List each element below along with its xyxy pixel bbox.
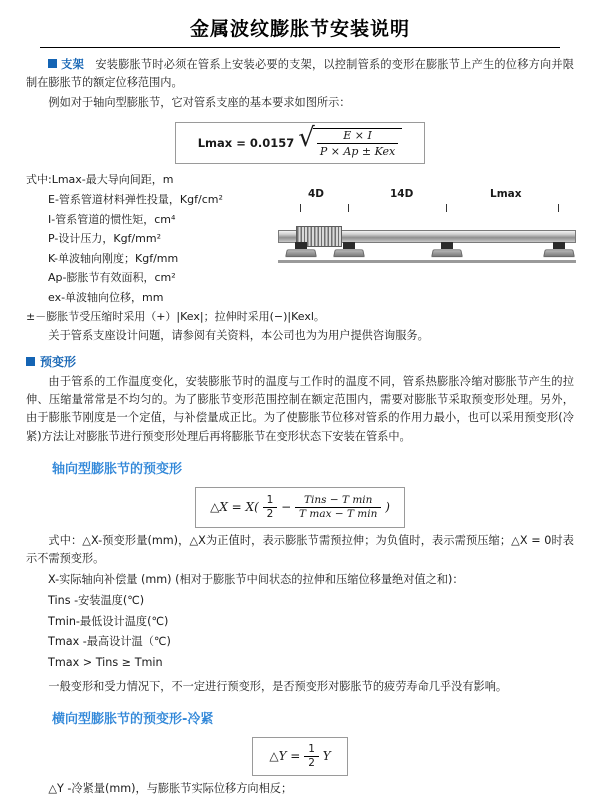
one-half-denominator: 2 bbox=[308, 757, 315, 770]
pipe-support bbox=[334, 242, 364, 259]
lateral-subheading: 横向型膨胀节的预变形-冷紧 bbox=[52, 712, 214, 728]
dimension-label-14d: 14D bbox=[390, 188, 414, 201]
axial-line: Tmax -最高设计温（℃) bbox=[48, 635, 171, 649]
legend-item: E-管系管道材料弹性投量，Kgf/cm² bbox=[48, 193, 223, 206]
legend-item: Ap-膨胀节有效面积，cm² bbox=[48, 271, 176, 285]
formula-delta-y-lhs: △Y = bbox=[269, 749, 301, 764]
formula-lmax-denominator: P × Ap ± Kex bbox=[319, 145, 396, 159]
axial-tail-note: 一般变形和受力情况下，不一定进行预变形，是否预变形对膨胀节的疲劳寿命几乎没有影响。 bbox=[48, 679, 508, 693]
pipe-support-figure bbox=[276, 170, 578, 284]
support-base bbox=[431, 250, 463, 258]
legend-item: K-单波轴向刚度；Kgf/mm bbox=[48, 251, 179, 265]
formula-delta-x-lhs: △X = X( bbox=[210, 499, 259, 514]
support-base bbox=[285, 250, 317, 258]
formula-lmax-lhs: Lmax = 0.0157 bbox=[197, 136, 295, 151]
blue-square-bullet-icon bbox=[26, 357, 35, 366]
axial-line: Tins -安装温度(℃) bbox=[48, 594, 145, 607]
formula-minus-sign: − bbox=[281, 499, 292, 514]
blue-square-bullet-icon bbox=[48, 59, 57, 68]
predeform-heading-label: 预变形 bbox=[40, 355, 77, 370]
one-half-denominator: 2 bbox=[266, 507, 274, 520]
axial-line: Tmax > Tins ≥ Tmin bbox=[48, 656, 163, 670]
formula-one-half bbox=[263, 494, 278, 521]
page-title: 金属波纹膨胀节安装说明 bbox=[189, 18, 410, 40]
legend-item: 式中:Lmax-最大导向间距，m bbox=[26, 173, 174, 187]
pipe-support bbox=[544, 242, 574, 259]
one-half-numerator: 1 bbox=[304, 743, 319, 757]
bracket-paragraph-1 bbox=[26, 56, 574, 92]
support-base bbox=[333, 250, 365, 258]
document-content bbox=[0, 48, 600, 798]
legend-item: I-管系管道的惯性矩，cm⁴ bbox=[48, 212, 176, 226]
bracket-heading: 支架 bbox=[61, 58, 84, 71]
axial-note: 式中：△X-预变形量(mm)，△X为正值时，表示膨胀节需预拉伸；为负值时，表示需预压缩；△X = 0时表示不需预变形。 bbox=[26, 534, 574, 566]
bracket-text-1: 安装膨胀节时必须在管系上安装必要的支架，以控制管系的变形在膨胀节上产生的位移方向并限制在膨胀节的额定位移范围内。 bbox=[26, 58, 574, 90]
formula-delta-x-rhs: ) bbox=[385, 499, 390, 514]
formula-one-half bbox=[304, 743, 319, 770]
formula-delta-y-rhs: Y bbox=[322, 749, 331, 764]
one-half-numerator: 1 bbox=[263, 494, 278, 508]
axial-symbol-lines bbox=[26, 570, 574, 674]
temperature-ratio-numerator: Tins − T min bbox=[295, 494, 381, 508]
formula-lmax-fraction bbox=[313, 128, 402, 158]
dimension-label-lmax: Lmax bbox=[490, 188, 522, 201]
legend-item: ±－膨胀节受压缩时采用（+）|Kex|；拉伸时采用(−)|Kexl。 bbox=[26, 310, 325, 324]
pipe-support bbox=[286, 242, 316, 259]
axial-subheading: 轴向型膨胀节的预变形 bbox=[52, 461, 183, 477]
ground-line bbox=[278, 260, 576, 263]
legend-item: ex-单波轴向位移，mm bbox=[48, 290, 164, 304]
axial-formula-wrap bbox=[26, 487, 574, 528]
axial-line: Tmin-最低设计温度(℃) bbox=[48, 614, 169, 628]
predeform-heading bbox=[26, 353, 574, 370]
lateral-note: △Y -冷紧量(mm)，与膨胀节实际位移方向相反； bbox=[48, 782, 293, 796]
dimension-label-4d: 4D bbox=[308, 188, 325, 201]
bracket-paragraph-2: 例如对于轴向型膨胀节，它对管系支座的基本要求如图所示： bbox=[48, 96, 351, 110]
legend-item: P-设计压力，Kgf/mm² bbox=[48, 232, 161, 246]
formula-lmax-numerator: E × I bbox=[317, 129, 398, 144]
formula-delta-x bbox=[195, 487, 405, 528]
lateral-formula-wrap bbox=[26, 737, 574, 776]
legend-and-figure bbox=[26, 170, 574, 327]
dimension-labels bbox=[278, 188, 578, 203]
formula-lmax bbox=[175, 122, 425, 164]
support-base bbox=[543, 250, 575, 258]
formula-delta-y bbox=[252, 737, 347, 776]
formula-temperature-ratio bbox=[295, 494, 381, 521]
bracket-note: 关于管系支座设计问题，请参阅有关资料，本公司也为为用户提供咨询服务。 bbox=[48, 329, 429, 343]
radical-sign: √ bbox=[298, 123, 315, 154]
pipe-diagram bbox=[278, 188, 578, 284]
dimension-tick bbox=[446, 204, 447, 212]
axial-line: X-实际轴向补偿量 (mm) (相对于膨胀节中间状态的拉伸和压缩位移量绝对值之和)： bbox=[48, 573, 464, 587]
dimension-tick bbox=[348, 204, 349, 212]
temperature-ratio-denominator: T max − T min bbox=[299, 507, 378, 520]
dimension-tick bbox=[300, 204, 301, 212]
pipe-support bbox=[432, 242, 462, 259]
square-root-icon bbox=[298, 123, 402, 159]
predeform-paragraph: 由于管系的工作温度变化，安装膨胀节时的温度与工作时的温度不同，管系热膨胀冷缩对膨胀节产生的拉伸、压缩量常常是不均匀的。为了膨胀节变形范围控制在额定范围内，需要对膨胀节采取预变形处理。另外，由于膨胀节刚度是一个定值，与补偿量成正比。为了使膨胀节位移对管系的作用力最小，也可以采用预变形(冷紧)方法让对膨胀节进行预变形处理后再将膨胀节在变形状态下安装在管系中。 bbox=[26, 375, 574, 443]
dimension-tick bbox=[558, 204, 559, 212]
